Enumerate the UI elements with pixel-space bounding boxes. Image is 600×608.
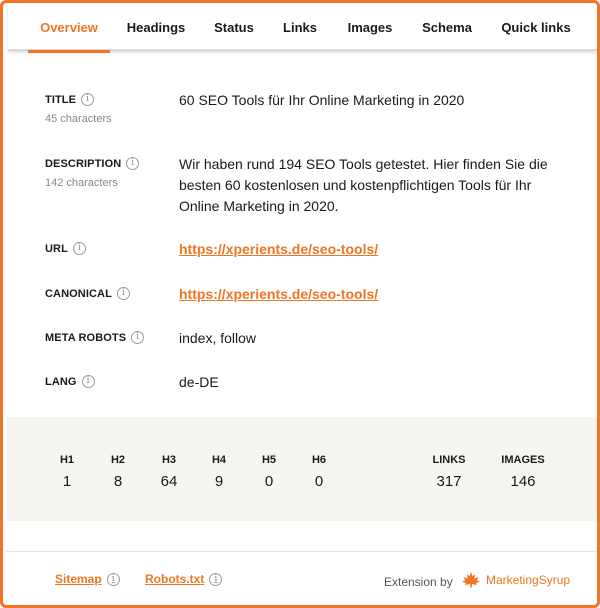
description-label: DESCRIPTION i — [45, 157, 139, 170]
brand-name: MarketingSyrup — [486, 573, 571, 587]
stat-h1: H1 1 — [59, 454, 75, 490]
meta-robots-label: META ROBOTS i — [45, 331, 144, 344]
info-icon[interactable]: i — [107, 573, 120, 586]
info-icon[interactable]: i — [126, 157, 139, 170]
title-label: TITLE i — [45, 93, 94, 106]
info-icon[interactable]: i — [73, 242, 86, 255]
info-icon[interactable]: i — [81, 93, 94, 106]
description-char-count: 142 characters — [45, 177, 118, 189]
url-link[interactable]: https://xperients.de/seo-tools/ — [179, 241, 379, 257]
tab-status[interactable]: Status — [214, 19, 254, 35]
url-label: URL i — [45, 242, 86, 255]
robots-txt-link[interactable]: Robots.txt i — [145, 572, 222, 586]
tab-schema[interactable]: Schema — [422, 19, 472, 35]
sitemap-link[interactable]: Sitemap i — [55, 572, 120, 586]
info-icon[interactable]: i — [131, 331, 144, 344]
title-value: 60 SEO Tools für Ihr Online Marketing in 2020 — [179, 92, 465, 108]
tab-headings[interactable]: Headings — [126, 19, 186, 35]
meta-robots-value: index, follow — [179, 330, 257, 346]
stat-h5: H5 0 — [261, 454, 277, 490]
stat-h6: H6 0 — [311, 454, 327, 490]
info-icon[interactable]: i — [117, 287, 130, 300]
tab-links[interactable]: Links — [283, 19, 317, 35]
info-icon[interactable]: i — [209, 573, 222, 586]
stat-h2: H2 8 — [110, 454, 126, 490]
tab-overview[interactable]: Overview — [28, 3, 110, 51]
maple-leaf-icon — [461, 571, 481, 589]
stat-links: LINKS 317 — [432, 454, 466, 490]
description-value: Wir haben rund 194 SEO Tools getestet. Hier finden Sie die besten 60 kostenlosen und kostenpflichtigen Tools für Ihr Online Marketing in 2020. — [179, 156, 548, 214]
lang-label: LANG i — [45, 375, 95, 388]
info-icon[interactable]: i — [82, 375, 95, 388]
canonical-label: CANONICAL i — [45, 287, 130, 300]
footer-divider — [6, 551, 600, 552]
extension-by-text: Extension by — [384, 575, 453, 589]
stats-panel — [6, 417, 600, 521]
tab-bar — [8, 3, 598, 51]
tab-images[interactable]: Images — [347, 19, 393, 35]
lang-value: de-DE — [179, 374, 219, 390]
stat-h3: H3 64 — [160, 454, 178, 490]
canonical-link[interactable]: https://xperients.de/seo-tools/ — [179, 286, 379, 302]
title-char-count: 45 characters — [45, 113, 112, 125]
stat-images: IMAGES 146 — [501, 454, 545, 490]
tab-quick-links[interactable]: Quick links — [501, 19, 571, 35]
stat-h4: H4 9 — [211, 454, 227, 490]
brand-logo[interactable] — [461, 571, 570, 589]
